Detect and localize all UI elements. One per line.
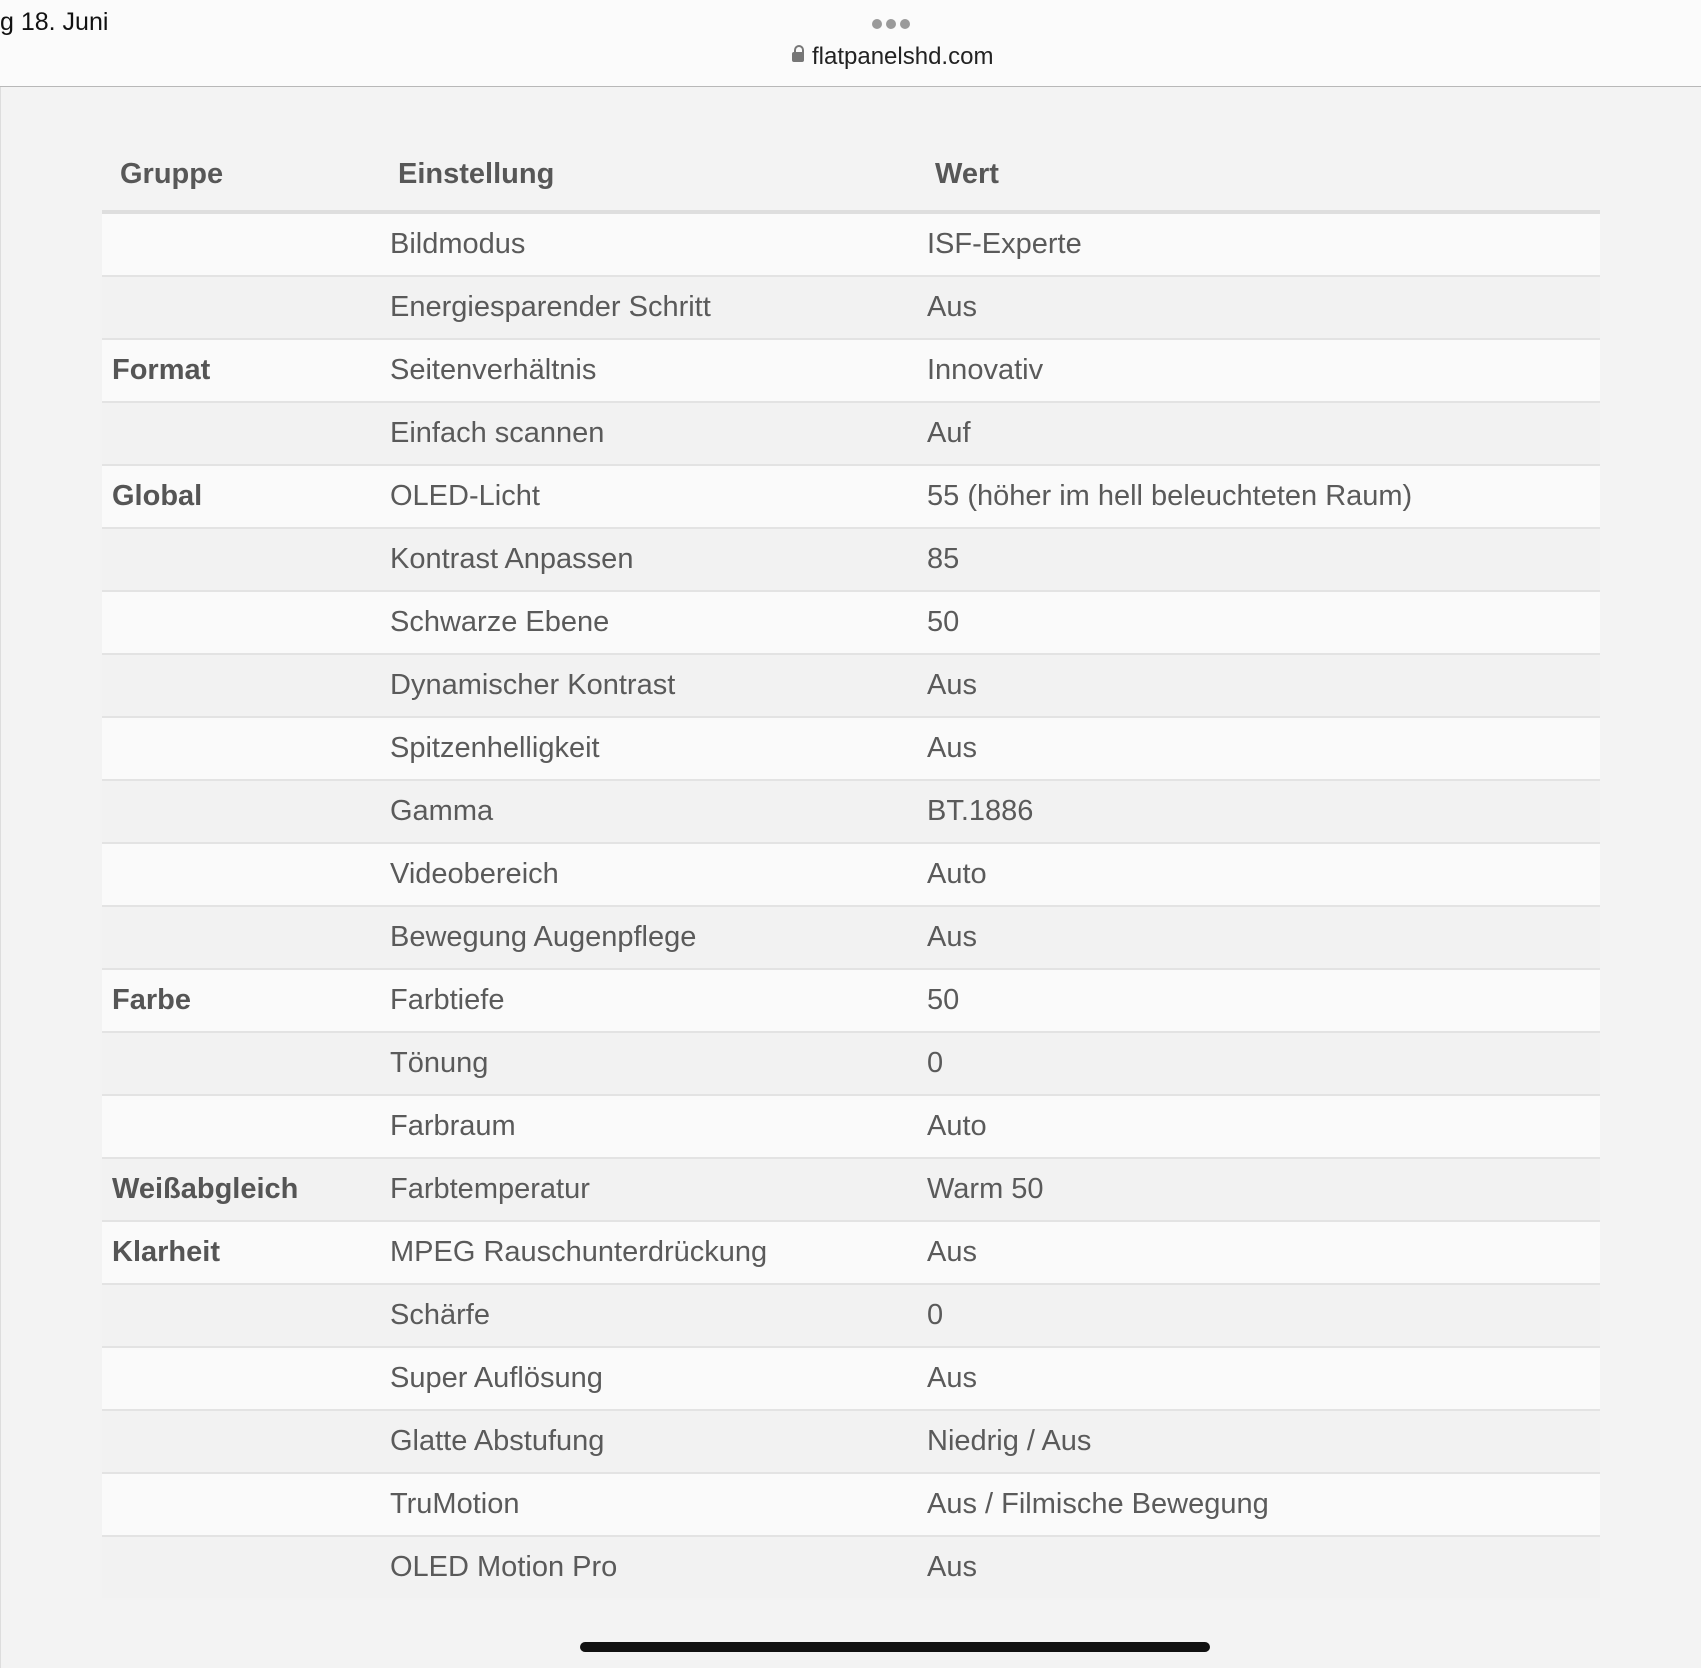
table-row <box>102 339 1600 402</box>
cell-setting: Super Auflösung <box>380 1347 917 1410</box>
table-row <box>102 1095 1600 1158</box>
header-group: Gruppe <box>102 138 380 212</box>
cell-value: Aus <box>917 1536 1600 1598</box>
cell-value: 0 <box>917 1032 1600 1095</box>
cell-group <box>102 591 380 654</box>
cell-group <box>102 1536 380 1598</box>
cell-value: Aus <box>917 654 1600 717</box>
cell-group: Weißabgleich <box>102 1158 380 1221</box>
lock-icon <box>792 52 804 62</box>
cell-value: 50 <box>917 591 1600 654</box>
home-indicator[interactable] <box>580 1642 1210 1652</box>
cell-group <box>102 402 380 465</box>
cell-value: Niedrig / Aus <box>917 1410 1600 1473</box>
table-body <box>102 212 1600 1598</box>
cell-setting: Farbraum <box>380 1095 917 1158</box>
settings-table <box>102 138 1600 1598</box>
url-text: flatpanelshd.com <box>812 43 994 70</box>
cell-value: Aus <box>917 1347 1600 1410</box>
cell-setting: Bildmodus <box>380 212 917 276</box>
cell-setting: OLED Motion Pro <box>380 1536 917 1598</box>
table-row <box>102 1536 1600 1598</box>
cell-value: BT.1886 <box>917 780 1600 843</box>
table-row <box>102 465 1600 528</box>
cell-value: 0 <box>917 1284 1600 1347</box>
table-row <box>102 1284 1600 1347</box>
cell-group <box>102 717 380 780</box>
table-row <box>102 1410 1600 1473</box>
header-setting: Einstellung <box>380 138 917 212</box>
cell-setting: Seitenverhältnis <box>380 339 917 402</box>
cell-group <box>102 654 380 717</box>
table-row <box>102 1347 1600 1410</box>
more-dots-icon[interactable] <box>872 16 916 30</box>
table-row <box>102 969 1600 1032</box>
table-row <box>102 843 1600 906</box>
address-bar[interactable] <box>792 43 993 71</box>
table-row <box>102 1473 1600 1536</box>
cell-setting: Energiesparender Schritt <box>380 276 917 339</box>
cell-setting: MPEG Rauschunterdrückung <box>380 1221 917 1284</box>
cell-group <box>102 276 380 339</box>
cell-value: Innovativ <box>917 339 1600 402</box>
cell-setting: OLED-Licht <box>380 465 917 528</box>
table-row <box>102 1221 1600 1284</box>
cell-value: Aus <box>917 906 1600 969</box>
cell-group <box>102 212 380 276</box>
table-row <box>102 654 1600 717</box>
table-row <box>102 212 1600 276</box>
table-header-row <box>102 138 1600 212</box>
cell-group <box>102 843 380 906</box>
cell-value: Warm 50 <box>917 1158 1600 1221</box>
cell-group <box>102 528 380 591</box>
cell-group <box>102 1410 380 1473</box>
table-row <box>102 402 1600 465</box>
cell-value: Aus <box>917 717 1600 780</box>
status-time: g 18. Juni <box>0 8 109 36</box>
cell-group <box>102 1032 380 1095</box>
cell-value: Auto <box>917 1095 1600 1158</box>
cell-setting: TruMotion <box>380 1473 917 1536</box>
table-row <box>102 717 1600 780</box>
page-edge <box>0 87 1 1668</box>
cell-value: ISF-Experte <box>917 212 1600 276</box>
cell-group <box>102 780 380 843</box>
cell-setting: Videobereich <box>380 843 917 906</box>
table-row <box>102 591 1600 654</box>
table-row <box>102 906 1600 969</box>
cell-value: Aus / Filmische Bewegung <box>917 1473 1600 1536</box>
table-row <box>102 1032 1600 1095</box>
cell-group <box>102 1284 380 1347</box>
cell-setting: Farbtemperatur <box>380 1158 917 1221</box>
table-row <box>102 780 1600 843</box>
cell-group: Farbe <box>102 969 380 1032</box>
cell-value: 85 <box>917 528 1600 591</box>
cell-value: 55 (höher im hell beleuchteten Raum) <box>917 465 1600 528</box>
cell-setting: Schwarze Ebene <box>380 591 917 654</box>
cell-setting: Schärfe <box>380 1284 917 1347</box>
cell-group <box>102 1347 380 1410</box>
cell-group: Global <box>102 465 380 528</box>
cell-setting: Dynamischer Kontrast <box>380 654 917 717</box>
cell-setting: Tönung <box>380 1032 917 1095</box>
cell-group <box>102 1095 380 1158</box>
cell-value: 50 <box>917 969 1600 1032</box>
header-value: Wert <box>917 138 1600 212</box>
table-row <box>102 528 1600 591</box>
cell-group <box>102 906 380 969</box>
cell-value: Auf <box>917 402 1600 465</box>
cell-group: Format <box>102 339 380 402</box>
cell-value: Aus <box>917 1221 1600 1284</box>
cell-group <box>102 1473 380 1536</box>
cell-value: Aus <box>917 276 1600 339</box>
cell-setting: Bewegung Augenpflege <box>380 906 917 969</box>
cell-setting: Gamma <box>380 780 917 843</box>
cell-setting: Spitzenhelligkeit <box>380 717 917 780</box>
table-row <box>102 1158 1600 1221</box>
cell-setting: Glatte Abstufung <box>380 1410 917 1473</box>
cell-setting: Farbtiefe <box>380 969 917 1032</box>
cell-group: Klarheit <box>102 1221 380 1284</box>
cell-value: Auto <box>917 843 1600 906</box>
cell-setting: Kontrast Anpassen <box>380 528 917 591</box>
table-row <box>102 276 1600 339</box>
browser-top-bar <box>0 0 1701 87</box>
cell-setting: Einfach scannen <box>380 402 917 465</box>
